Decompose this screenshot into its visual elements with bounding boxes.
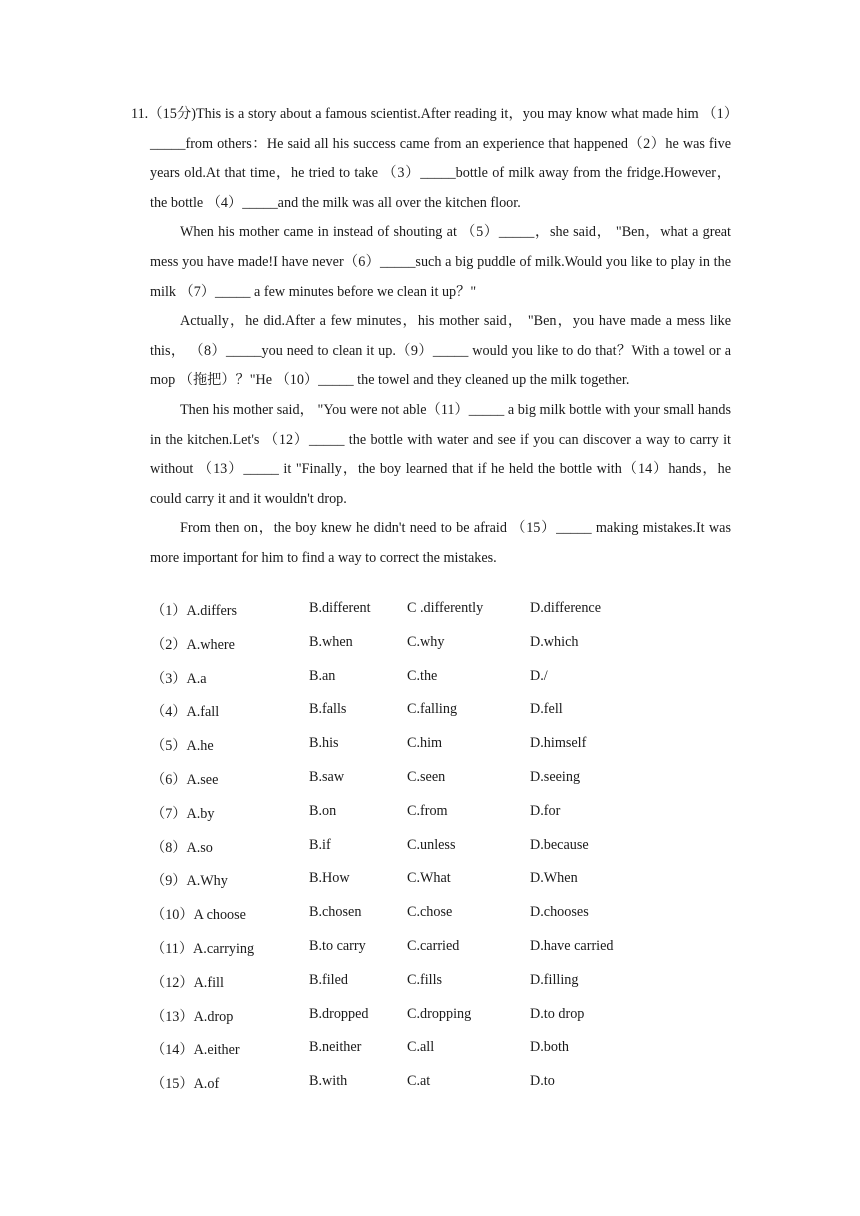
option-b: B.with xyxy=(309,1073,348,1090)
option-a: （6）A.see xyxy=(151,771,219,788)
option-c: C.carried xyxy=(407,937,460,954)
answer-options xyxy=(151,600,711,1107)
option-d: D.which xyxy=(530,633,579,650)
option-b: B.his xyxy=(309,735,339,752)
option-a: （11）A.carrying xyxy=(151,940,255,957)
passage-paragraph-5: From then on，the boy knew he didn't need to be afraid （15）_____ making mistakes.It was more important for him to find a way to correct the mistakes. xyxy=(150,520,731,566)
option-b: B.saw xyxy=(309,768,345,785)
option-row xyxy=(151,769,711,803)
option-b: B.when xyxy=(309,633,353,650)
option-d: D./ xyxy=(530,667,548,684)
option-a: （14）A.either xyxy=(151,1042,240,1059)
option-b: B.falls xyxy=(309,701,347,718)
option-d: D.difference xyxy=(530,600,602,616)
option-d: D.to xyxy=(530,1073,555,1090)
reading-passage xyxy=(131,100,731,574)
option-c: C.him xyxy=(407,735,443,752)
option-row xyxy=(151,1039,711,1073)
option-b: B.neither xyxy=(309,1039,362,1056)
option-c: C.at xyxy=(407,1073,431,1090)
option-c: C.why xyxy=(407,633,445,650)
option-a: （10）A choose xyxy=(151,907,246,924)
option-row xyxy=(151,668,711,702)
option-row xyxy=(151,972,711,1006)
option-row xyxy=(151,938,711,972)
option-d: D.filling xyxy=(530,971,579,988)
option-b: B.filed xyxy=(309,971,349,988)
option-row xyxy=(151,634,711,668)
option-d: D.fell xyxy=(530,701,563,718)
option-row xyxy=(151,1006,711,1040)
option-b: B.chosen xyxy=(309,904,362,921)
option-b: B.dropped xyxy=(309,1005,369,1022)
option-a: （12）A.fill xyxy=(151,974,224,991)
option-c: C.dropping xyxy=(407,1005,472,1022)
option-c: C .differently xyxy=(407,600,484,616)
option-b: B.if xyxy=(309,836,331,853)
option-b: B.different xyxy=(309,600,371,616)
option-d: D.because xyxy=(530,836,589,853)
option-a: （7）A.by xyxy=(151,805,215,822)
option-row xyxy=(151,1073,711,1107)
option-a: （15）A.of xyxy=(151,1076,220,1093)
option-c: C.from xyxy=(407,802,448,819)
passage-paragraph-2: When his mother came in instead of shouting at （5）_____，she said， "Ben，what a great mess you have made!I have never（6）_____such a big puddle of milk.Would you like to play in the milk （7）_____ a few minutes before we clean it up？" xyxy=(150,224,731,300)
option-c: C.all xyxy=(407,1039,435,1056)
option-a: （8）A.so xyxy=(151,839,213,856)
option-row xyxy=(151,837,711,871)
option-a: （1）A.differs xyxy=(151,603,238,619)
option-d: D.to drop xyxy=(530,1005,585,1022)
option-row xyxy=(151,870,711,904)
option-c: C.the xyxy=(407,667,438,684)
option-row xyxy=(151,904,711,938)
option-c: C.falling xyxy=(407,701,458,718)
option-row xyxy=(151,803,711,837)
passage-paragraph-3: Actually，he did.After a few minutes，his mother said， "Ben，you have made a mess like this， （8）_____you need to clean it up.（9）_____ would you like to do that？With a towel or a mop （拖把）？"He （10）_____ the towel and they cleaned up the milk together. xyxy=(150,313,731,389)
option-c: C.What xyxy=(407,870,451,887)
option-d: D.have carried xyxy=(530,937,614,954)
option-b: B.an xyxy=(309,667,336,684)
option-a: （2）A.where xyxy=(151,636,235,653)
option-row xyxy=(151,600,711,634)
option-b: B.on xyxy=(309,802,337,819)
option-b: B.How xyxy=(309,870,350,887)
option-a: （5）A.he xyxy=(151,738,214,755)
option-c: C.fills xyxy=(407,971,443,988)
passage-paragraph-4: Then his mother said， "You were not able（11）_____ a big milk bottle with your small hands in the kitchen.Let's （12）_____ the bottle with water and see if you can discover a way to carry it without （13）_____ it "Finally，the boy learned that if he held the bottle with（14）hands，he could carry it and it wouldn't drop. xyxy=(150,401,731,507)
option-d: D.seeing xyxy=(530,768,581,785)
option-c: C.chose xyxy=(407,904,453,921)
option-row xyxy=(151,735,711,769)
option-d: D.When xyxy=(530,870,578,887)
passage-paragraph-1: 11.（15分)This is a story about a famous scientist.After reading it，you may know what made him （1）_____from others：He said all his success came from an experience that happened（2）he was five years old.At that time，he tried to take （3）_____bottle of milk away from the fridge.However，the bottle （4）_____and the milk was all over the kitchen floor. xyxy=(131,106,731,211)
option-d: D.both xyxy=(530,1039,570,1056)
option-a: （9）A.Why xyxy=(151,873,228,890)
option-a: （13）A.drop xyxy=(151,1008,234,1025)
option-b: B.to carry xyxy=(309,937,366,954)
option-a: （3）A.a xyxy=(151,670,207,687)
option-d: D.chooses xyxy=(530,904,589,921)
option-d: D.for xyxy=(530,802,561,819)
option-d: D.himself xyxy=(530,735,587,752)
option-row xyxy=(151,701,711,735)
option-c: C.unless xyxy=(407,836,456,853)
option-a: （4）A.fall xyxy=(151,704,220,721)
option-c: C.seen xyxy=(407,768,446,785)
